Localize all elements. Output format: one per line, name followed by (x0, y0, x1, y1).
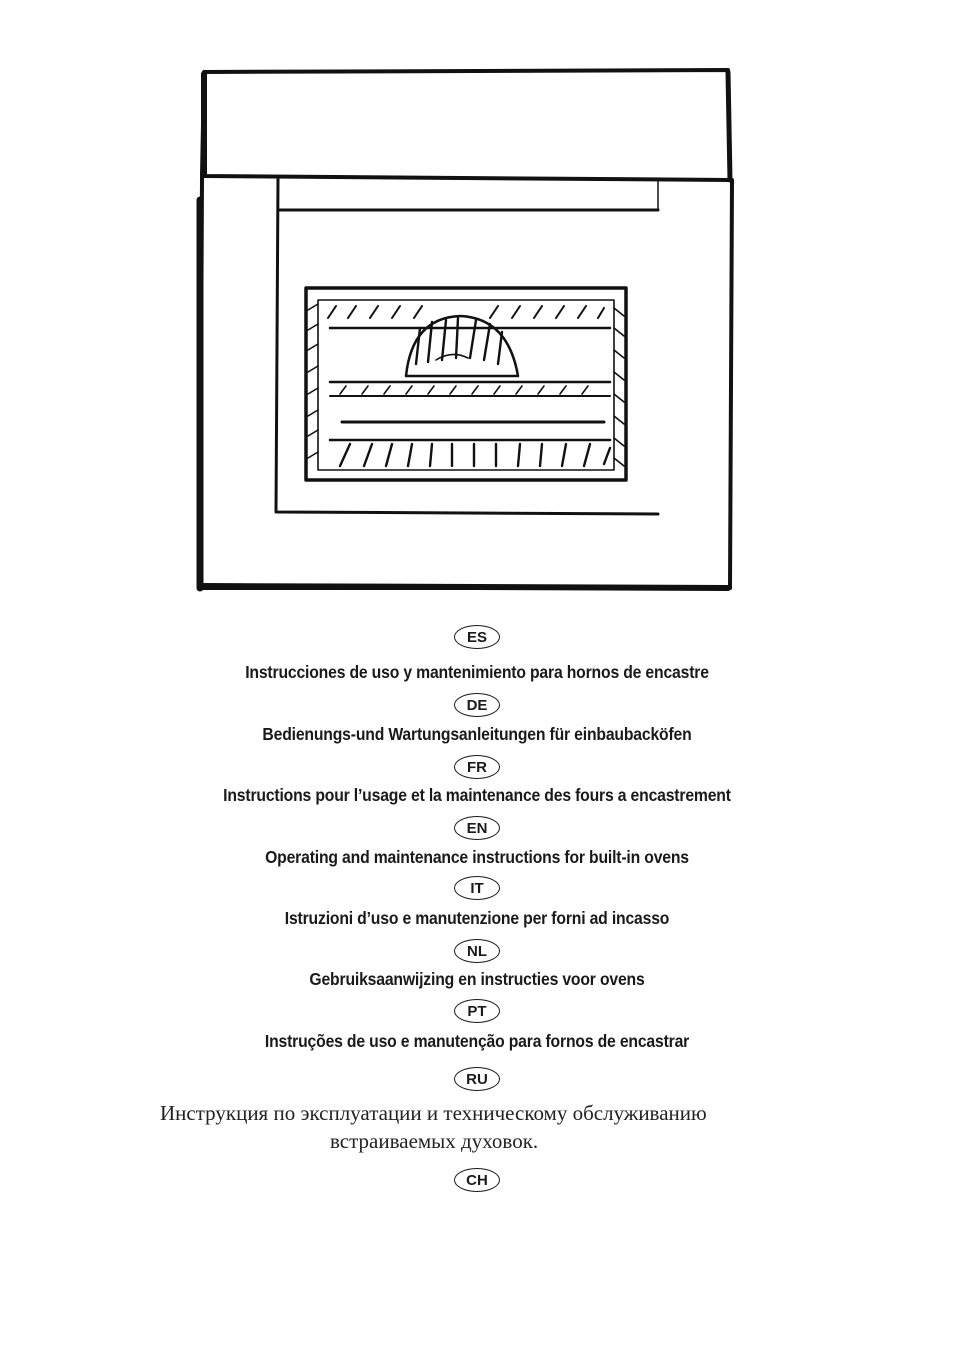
language-section-en (0, 816, 954, 840)
language-badge-es: ES (454, 625, 500, 649)
language-section-it (0, 876, 954, 900)
language-section-pt (0, 999, 954, 1023)
title-pt: Instruções de uso e manutenção para fornos de encastrar (264, 1031, 690, 1051)
language-badge-ch: CH (454, 1168, 500, 1192)
title-ru-line1: Инструкция по эксплуатации и техническому обслуживанию (160, 1101, 707, 1125)
language-badge-pt: PT (454, 999, 500, 1023)
title-ru-line2: встраиваемых духовок. (330, 1129, 539, 1153)
title-fr: Instructions pour l’usage et la maintenance des fours a encastrement (223, 785, 731, 805)
language-badge-nl: NL (454, 939, 500, 963)
language-badge-ru: RU (454, 1067, 500, 1091)
language-badge-it: IT (454, 876, 500, 900)
title-nl: Gebruiksaanwijzing en instructies voor ovens (309, 969, 645, 989)
language-section-es (0, 625, 954, 649)
language-section-ch (0, 1168, 954, 1192)
language-section-fr (0, 755, 954, 779)
language-badge-de: DE (454, 693, 500, 717)
title-it: Istruzioni d’uso e manutenzione per forni ad incasso (284, 908, 670, 928)
title-en: Operating and maintenance instructions for built-in ovens (265, 847, 689, 867)
language-section-nl (0, 939, 954, 963)
language-badge-fr: FR (454, 755, 500, 779)
oven-illustration (190, 60, 750, 605)
title-es: Instrucciones de uso y mantenimiento para hornos de encastre (245, 662, 709, 682)
language-section-de (0, 693, 954, 717)
language-section-ru (0, 1067, 954, 1091)
title-de: Bedienungs-und Wartungsanleitungen für einbaubacköfen (262, 724, 692, 744)
language-badge-en: EN (454, 816, 500, 840)
